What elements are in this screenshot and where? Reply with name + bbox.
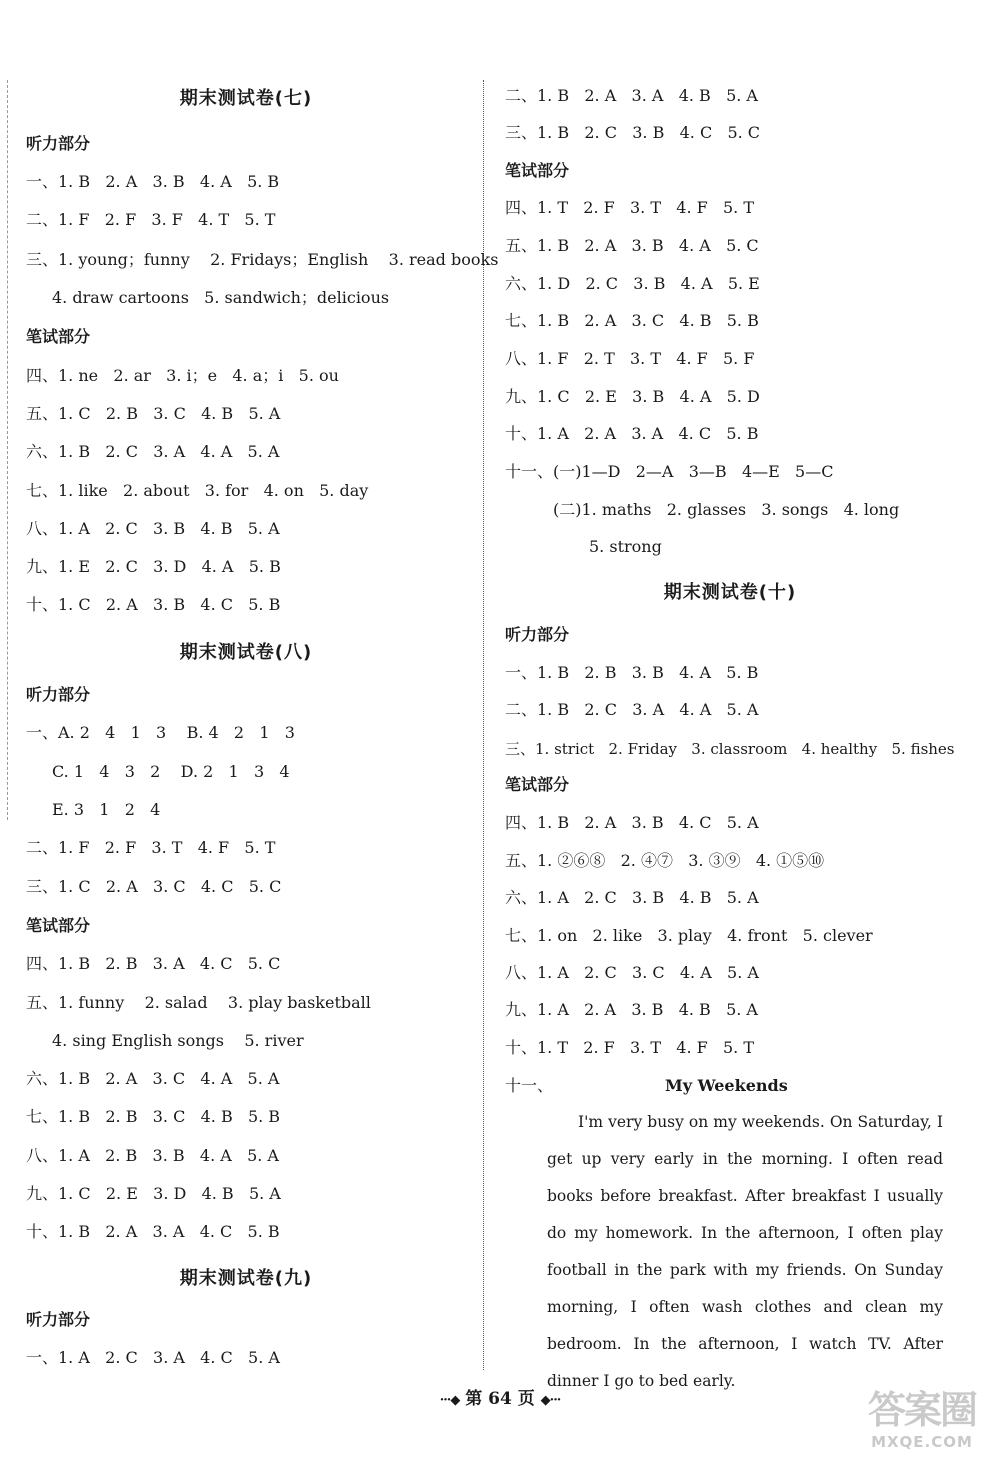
exam-7-answer-5: 五、1. C 2. B 3. C 4. B 5. A xyxy=(26,404,281,423)
exam-9-answer-8: 八、1. F 2. T 3. T 4. F 5. F xyxy=(505,349,755,368)
exam-9-answer-3: 三、1. B 2. C 3. B 4. C 5. C xyxy=(505,123,761,142)
essay-title: My Weekends xyxy=(665,1076,788,1095)
exam-9-title: 期末测试卷(九) xyxy=(179,1268,313,1289)
exam-10-title: 期末测试卷(十) xyxy=(663,582,797,603)
exam-8-answer-5b: 4. sing English songs 5. river xyxy=(52,1031,304,1050)
exam-7-listening-heading: 听力部分 xyxy=(26,134,91,153)
exam-8-answer-6: 六、1. B 2. A 3. C 4. A 5. A xyxy=(26,1069,280,1088)
page-footer xyxy=(0,1384,1000,1409)
column-divider xyxy=(483,80,484,1370)
exam-8-answer-7: 七、1. B 2. B 3. C 4. B 5. B xyxy=(26,1107,281,1126)
exam-7-answer-3: 三、1. young；funny 2. Fridays；English 3. read books xyxy=(26,250,499,269)
footer-decoration-left: ···◆ xyxy=(439,1393,460,1408)
exam-7-answer-8: 八、1. A 2. C 3. B 4. B 5. A xyxy=(26,519,280,538)
exam-10-answer-8: 八、1. A 2. C 3. C 4. A 5. A xyxy=(505,963,759,982)
exam-7-answer-6: 六、1. B 2. C 3. A 4. A 5. A xyxy=(26,442,280,461)
watermark-url: MXQE.COM xyxy=(871,1433,973,1451)
watermark-text: 答案圈 xyxy=(867,1388,976,1432)
exam-8-answer-4: 四、1. B 2. B 3. A 4. C 5. C xyxy=(26,954,281,973)
exam-8-answer-8: 八、1. A 2. B 3. B 4. A 5. A xyxy=(26,1146,279,1165)
exam-8-title: 期末测试卷(八) xyxy=(179,642,313,663)
exam-10-answer-7: 七、1. on 2. like 3. play 4. front 5. clever xyxy=(505,926,873,945)
footer-decoration-right: ◆··· xyxy=(540,1393,561,1408)
exam-9-answer-2: 二、1. B 2. A 3. A 4. B 5. A xyxy=(505,86,758,105)
exam-7-answer-7: 七、1. like 2. about 3. for 4. on 5. day xyxy=(26,481,369,500)
exam-7-writing-heading: 笔试部分 xyxy=(26,327,91,346)
exam-10-answer-5: 五、1. ②⑥⑧ 2. ④⑦ 3. ③⑨ 4. ①⑤⑩ xyxy=(505,851,825,870)
exam-9-writing-heading: 笔试部分 xyxy=(505,161,570,180)
exam-10-answer-4: 四、1. B 2. A 3. B 4. C 5. A xyxy=(505,813,759,832)
exam-10-answer-9: 九、1. A 2. A 3. B 4. B 5. A xyxy=(505,1000,758,1019)
exam-9-answer-5: 五、1. B 2. A 3. B 4. A 5. C xyxy=(505,236,759,255)
page-number: 第 64 页 xyxy=(465,1389,535,1409)
essay-body xyxy=(547,1104,943,1400)
exam-8-listening-heading: 听力部分 xyxy=(26,685,91,704)
exam-10-answer-6: 六、1. A 2. C 3. B 4. B 5. A xyxy=(505,888,759,907)
exam-9-answer-9: 九、1. C 2. E 3. B 4. A 5. D xyxy=(505,387,760,406)
exam-9-answer-11b: (二)1. maths 2. glasses 3. songs 4. long xyxy=(553,500,900,519)
exam-8-answer-1b: C. 1 4 3 2 D. 2 1 3 4 xyxy=(52,762,290,781)
watermark-logo xyxy=(864,1387,980,1467)
exam-10-answer-1: 一、1. B 2. B 3. B 4. A 5. B xyxy=(505,663,759,682)
exam-10-listening-heading: 听力部分 xyxy=(505,625,570,644)
exam-9-answer-11: 十一、(一)1—D 2—A 3—B 4—E 5—C xyxy=(505,462,834,481)
exam-7-answer-1: 一、1. B 2. A 3. B 4. A 5. B xyxy=(26,172,280,191)
exam-7-answer-3b: 4. draw cartoons 5. sandwich；delicious xyxy=(52,288,390,307)
exam-10-answer-3: 三、1. strict 2. Friday 3. classroom 4. healthy 5. fishes xyxy=(505,740,955,758)
exam-10-answer-11-label: 十一、 xyxy=(505,1076,554,1095)
exam-8-answer-1c: E. 3 1 2 4 xyxy=(52,800,161,819)
exam-8-answer-1: 一、A. 2 4 1 3 B. 4 2 1 3 xyxy=(26,723,295,742)
exam-10-answer-10: 十、1. T 2. F 3. T 4. F 5. T xyxy=(505,1038,755,1057)
essay-paragraph: I'm very busy on my weekends. On Saturday, I get up very early in the morning. I often read books before breakfast. After breakfast I usually do my homework. In the afternoon, I often play football in the park with my friends. On Sunday morning, I often wash clothes and clean my bedroom. In the afternoon, I watch TV. After dinner I go to bed early. xyxy=(547,1113,943,1390)
exam-8-writing-heading: 笔试部分 xyxy=(26,916,91,935)
exam-9-answer-4: 四、1. T 2. F 3. T 4. F 5. T xyxy=(505,198,755,217)
exam-9-answer-7: 七、1. B 2. A 3. C 4. B 5. B xyxy=(505,311,759,330)
exam-9-answer-1: 一、1. A 2. C 3. A 4. C 5. A xyxy=(26,1348,280,1367)
exam-7-answer-10: 十、1. C 2. A 3. B 4. C 5. B xyxy=(26,595,281,614)
exam-9-answer-6: 六、1. D 2. C 3. B 4. A 5. E xyxy=(505,274,760,293)
exam-8-answer-3: 三、1. C 2. A 3. C 4. C 5. C xyxy=(26,877,282,896)
exam-7-answer-9: 九、1. E 2. C 3. D 4. A 5. B xyxy=(26,557,281,576)
exam-8-answer-10: 十、1. B 2. A 3. A 4. C 5. B xyxy=(26,1222,280,1241)
exam-8-answer-9: 九、1. C 2. E 3. D 4. B 5. A xyxy=(26,1184,281,1203)
exam-9-listening-heading: 听力部分 xyxy=(26,1310,91,1329)
exam-10-writing-heading: 笔试部分 xyxy=(505,775,570,794)
exam-9-answer-10: 十、1. A 2. A 3. A 4. C 5. B xyxy=(505,424,759,443)
exam-7-answer-4: 四、1. ne 2. ar 3. i；e 4. a；i 5. ou xyxy=(26,366,339,385)
exam-10-answer-2: 二、1. B 2. C 3. A 4. A 5. A xyxy=(505,700,759,719)
exam-7-answer-2: 二、1. F 2. F 3. F 4. T 5. T xyxy=(26,210,276,229)
exam-7-title: 期末测试卷(七) xyxy=(179,88,313,109)
margin-dashed-line xyxy=(7,80,8,820)
exam-8-answer-5: 五、1. funny 2. salad 3. play basketball xyxy=(26,993,371,1012)
exam-9-answer-11c: 5. strong xyxy=(589,537,662,556)
exam-8-answer-2: 二、1. F 2. F 3. T 4. F 5. T xyxy=(26,838,276,857)
